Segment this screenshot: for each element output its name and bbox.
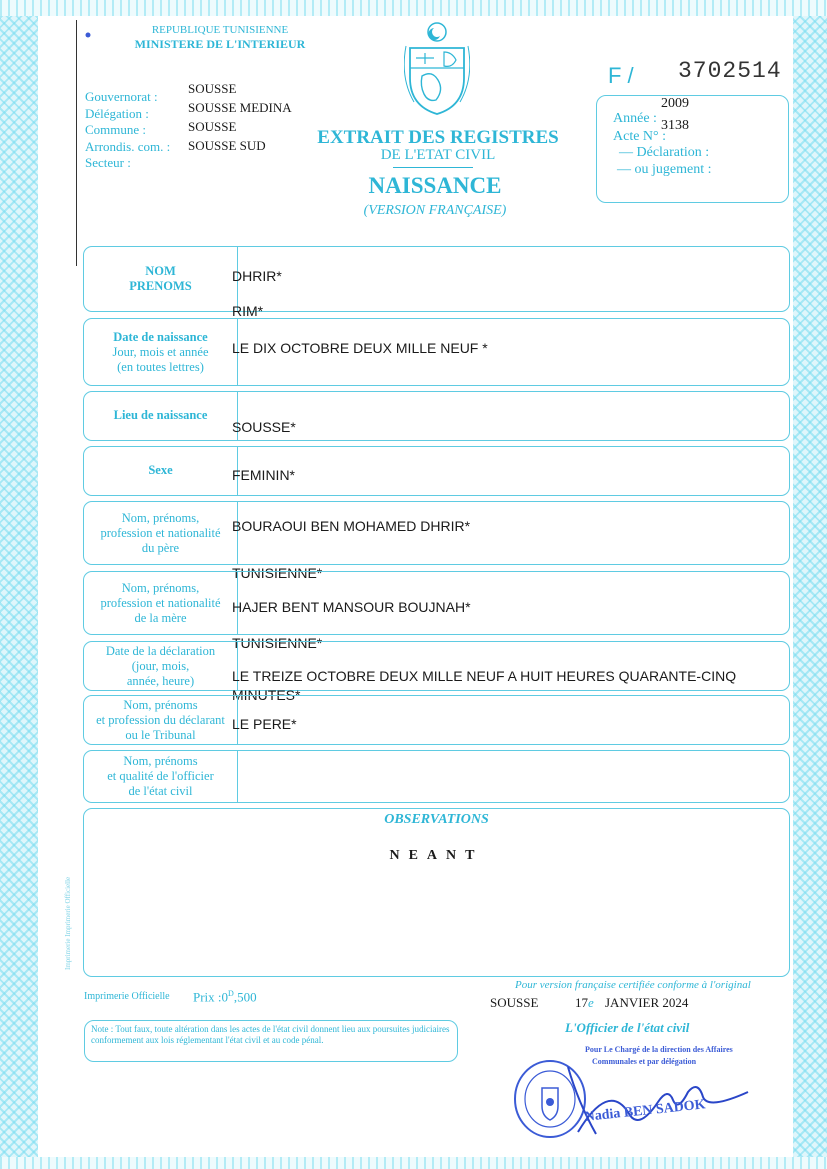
pere-nationalite: TUNISIENNE* xyxy=(232,565,323,581)
stamp-name: Nadia BEN SADOK xyxy=(584,1097,707,1125)
date-label-sub2: (en toutes lettres) xyxy=(117,359,204,374)
lieu-label: Lieu de naissance xyxy=(113,408,208,422)
guilloche-border-top xyxy=(0,0,827,16)
row-officier-label-cell xyxy=(84,751,238,802)
decl-label-2: (jour, mois, xyxy=(131,658,190,673)
dot-mark xyxy=(84,26,92,34)
admin-label-gouvernorat: Gouvernorat : xyxy=(85,89,158,104)
prix-main: Prix :0 xyxy=(193,989,229,1005)
observations-title: OBSERVATIONS xyxy=(384,812,489,827)
row-nom-label-cell xyxy=(84,247,238,311)
decl-label-3: année, heure) xyxy=(126,673,195,688)
guilloche-border-left xyxy=(0,0,38,1169)
row-date-label-cell xyxy=(84,319,238,385)
acte-value: 3138 xyxy=(661,118,689,133)
officier-title: L'Officier de l'état civil xyxy=(565,1020,690,1035)
margin-line xyxy=(76,20,77,266)
date-label: Date de naissance xyxy=(113,329,208,344)
sexe-label: Sexe xyxy=(148,463,173,477)
declarant-label-3: ou le Tribunal xyxy=(125,727,196,742)
pere-label-1: Nom, prénoms, xyxy=(121,510,200,525)
row-lieu-naissance xyxy=(83,391,790,441)
declarant-label-2: et profession du déclarant xyxy=(96,712,225,727)
prix-label xyxy=(193,989,257,1005)
title-version: (VERSION FRANÇAISE) xyxy=(363,203,507,218)
observations-box xyxy=(83,808,790,977)
declaration-label: — Déclaration : xyxy=(619,145,710,160)
stamp-line-2: Communales et par délégation xyxy=(592,1057,697,1066)
coat-of-arms-icon xyxy=(404,18,470,118)
pere-label-2: profession et nationalité xyxy=(100,525,221,540)
row-declaration-label-cell xyxy=(84,642,238,690)
observations-content: NEANT xyxy=(389,848,484,863)
declaration-value-1: LE TREIZE OCTOBRE DEUX MILLE NEUF A HUIT HEURES QUARANTE-CINQ xyxy=(232,668,737,684)
acte-label: Acte N° : xyxy=(613,129,667,144)
mere-label-1: Nom, prénoms, xyxy=(121,580,200,595)
row-sexe-label-cell xyxy=(84,447,238,495)
note-box: Note : Tout faux, toute altération dans les actes de l'état civil donnent lieu aux poursuites judiciaires conformement aux lois réglementant l'état civil et au code pénal. xyxy=(84,1020,458,1062)
admin-label-arrondissement: Arrondis. com. : xyxy=(85,138,171,154)
declaration-value-2: MINUTES* xyxy=(232,687,301,703)
prenoms-value: RIM* xyxy=(232,303,264,319)
stamp-line-1: Pour Le Chargé de la direction des Affaires xyxy=(585,1045,733,1054)
admin-value-commune: SOUSSE xyxy=(188,119,237,134)
mere-nationalite: TUNISIENNE* xyxy=(232,635,323,651)
certification-text: Pour version française certifiée conforme à l'original xyxy=(515,979,751,991)
admin-value-delegation: SOUSSE MEDINA xyxy=(188,100,292,115)
imprimerie-label: Imprimerie Officielle xyxy=(84,991,170,1002)
annee-label: Année : xyxy=(613,111,657,126)
nom-value: DHRIR* xyxy=(232,268,282,284)
pere-value: BOURAOUI BEN MOHAMED DHRIR* xyxy=(232,518,471,534)
pere-label-3: du père xyxy=(141,540,180,555)
row-nom-prenoms xyxy=(83,246,790,312)
row-sexe xyxy=(83,446,790,496)
row-officier xyxy=(83,750,790,803)
decl-label-1: Date de la déclaration xyxy=(105,643,216,658)
row-declarant xyxy=(83,695,790,745)
date-value: LE DIX OCTOBRE DEUX MILLE NEUF * xyxy=(232,340,488,356)
serial-number: 3702514 xyxy=(678,58,782,84)
guilloche-border-right xyxy=(793,0,827,1169)
title-etat-civil: DE L'ETAT CIVIL xyxy=(380,147,496,163)
row-mere-label-cell xyxy=(84,572,238,634)
mere-value: HAJER BENT MANSOUR BOUJNAH* xyxy=(232,599,471,615)
declarant-label-1: Nom, prénoms xyxy=(123,697,198,712)
admin-label-commune: Commune : xyxy=(85,122,147,137)
admin-labels xyxy=(85,89,170,172)
prix-sup: D xyxy=(228,989,234,998)
admin-values xyxy=(188,79,292,155)
jour-sup: e xyxy=(588,995,594,1010)
jugement-label: — ou jugement : xyxy=(617,162,712,177)
admin-label-delegation: Délégation : xyxy=(85,105,149,121)
jour-main: 17 xyxy=(575,995,588,1010)
title-divider xyxy=(393,167,473,168)
officier-label-1: Nom, prénoms xyxy=(123,754,198,768)
footer-lieu: SOUSSE xyxy=(490,995,539,1010)
footer-mois-annee: JANVIER 2024 xyxy=(605,995,689,1010)
admin-label-secteur: Secteur : xyxy=(85,155,131,170)
row-pere-label-cell xyxy=(84,502,238,564)
row-lieu-label-cell xyxy=(84,392,238,440)
row-declarant-label-cell xyxy=(84,696,238,744)
annee-value: 2009 xyxy=(661,96,689,111)
officier-label-3: de l'état civil xyxy=(128,784,193,798)
header-ministere: MINISTERE DE L'INTERIEUR xyxy=(134,37,306,51)
admin-value-arrondissement: SOUSSE SUD xyxy=(188,138,266,153)
header-republique: REPUBLIQUE TUNISIENNE xyxy=(151,24,289,36)
side-print-text: Imprimerie Imprimerie Officielle xyxy=(64,876,72,970)
mere-label-2: profession et nationalité xyxy=(100,595,221,610)
nom-label: NOM xyxy=(145,264,176,278)
sexe-value: FEMININ* xyxy=(232,467,295,483)
guilloche-border-bottom xyxy=(0,1157,827,1169)
mere-label-3: de la mère xyxy=(134,610,187,625)
officier-label-2: et qualité de l'officier xyxy=(107,769,214,783)
footer-jour xyxy=(575,995,594,1011)
admin-value-gouvernorat: SOUSSE xyxy=(188,81,237,96)
prix-rest: ,500 xyxy=(233,989,257,1005)
title-extrait: EXTRAIT DES REGISTRES xyxy=(317,127,559,148)
title-naissance: NAISSANCE xyxy=(368,173,502,198)
prenoms-label: PRENOMS xyxy=(129,279,192,293)
date-label-sub: Jour, mois et année xyxy=(112,344,209,359)
serial-prefix: F / xyxy=(608,63,634,88)
lieu-value: SOUSSE* xyxy=(232,419,296,435)
declarant-value: LE PERE* xyxy=(232,716,297,732)
